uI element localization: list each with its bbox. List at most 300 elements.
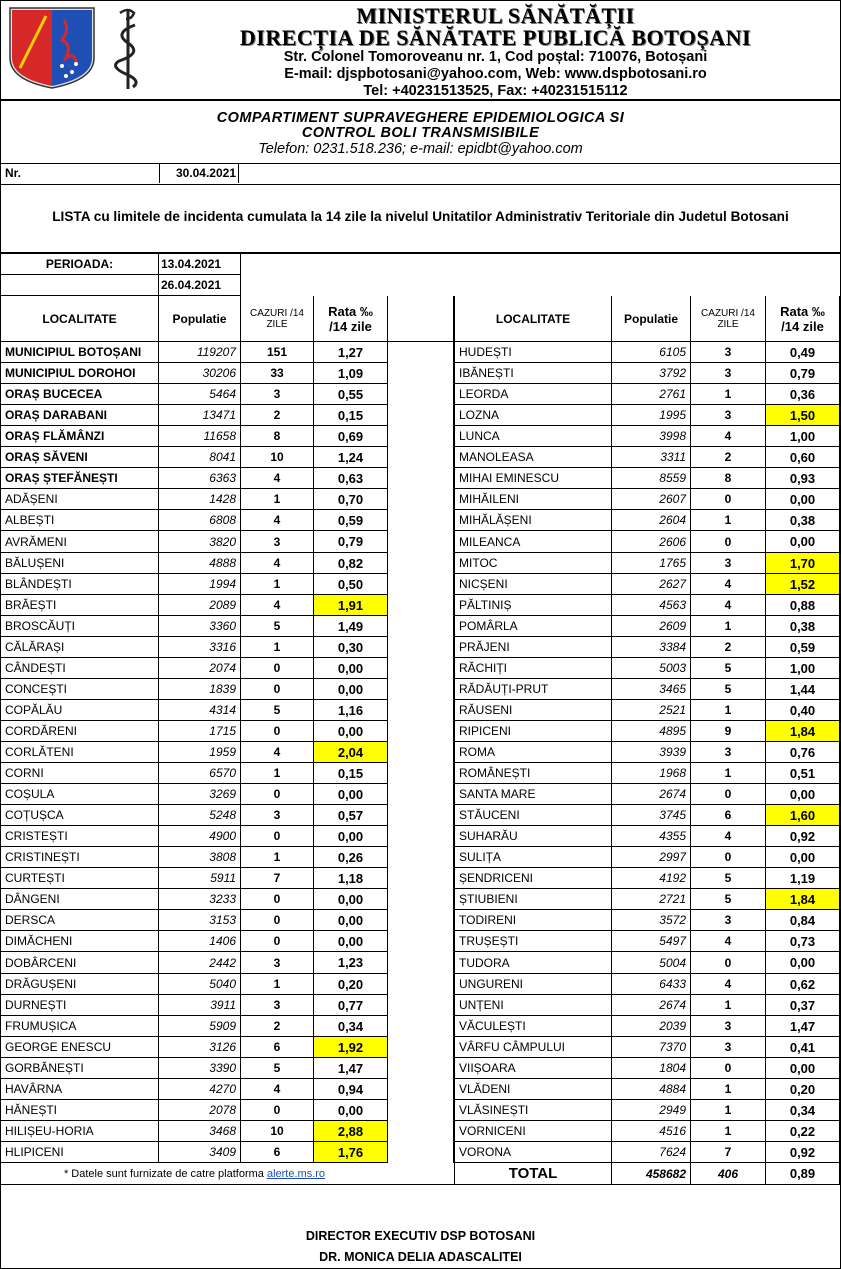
left-row-cases: 1 xyxy=(241,763,314,784)
left-row-cases: 5 xyxy=(241,700,314,721)
separator-cell xyxy=(388,553,454,574)
ministry-name: MINISTERUL SĂNĂTĂȚII xyxy=(356,3,635,28)
separator-cell xyxy=(388,889,454,910)
left-row-population: 3126 xyxy=(159,1037,241,1058)
right-row-name: RIPICENI xyxy=(454,721,612,742)
right-row-population: 6433 xyxy=(612,974,691,995)
left-row-population: 4888 xyxy=(159,553,241,574)
right-row-rate: 1,84 xyxy=(766,889,840,910)
separator-cell xyxy=(388,868,454,889)
right-row-population: 3572 xyxy=(612,910,691,931)
separator-cell xyxy=(388,805,454,826)
left-row-population: 6570 xyxy=(159,763,241,784)
left-row-cases: 4 xyxy=(241,510,314,531)
left-row-population: 3820 xyxy=(159,531,241,553)
left-row-rate: 0,82 xyxy=(314,553,388,574)
left-row-name: CÂNDEȘTI xyxy=(1,658,159,679)
right-row-population: 4355 xyxy=(612,826,691,847)
right-row-population: 2674 xyxy=(612,995,691,1016)
right-row-population: 5004 xyxy=(612,952,691,974)
separator-cell xyxy=(388,952,454,974)
left-row-cases: 3 xyxy=(241,805,314,826)
right-row-name: MILEANCA xyxy=(454,531,612,553)
right-row-rate: 1,52 xyxy=(766,574,840,595)
total-label: TOTAL xyxy=(454,1163,612,1185)
right-row-cases: 3 xyxy=(691,1037,766,1058)
separator-cell xyxy=(388,1037,454,1058)
left-row-name: CORDĂRENI xyxy=(1,721,159,742)
right-row-name: LEORDA xyxy=(454,384,612,405)
left-row-population: 6808 xyxy=(159,510,241,531)
nr-label: Nr. xyxy=(5,166,22,180)
right-row-cases: 1 xyxy=(691,1121,766,1142)
separator-cell xyxy=(388,679,454,700)
right-row-rate: 1,00 xyxy=(766,658,840,679)
left-row-cases: 6 xyxy=(241,1037,314,1058)
right-row-name: RĂCHIȚI xyxy=(454,658,612,679)
left-row-cases: 0 xyxy=(241,658,314,679)
right-row-cases: 0 xyxy=(691,952,766,974)
left-row-name: CĂLĂRAȘI xyxy=(1,637,159,658)
right-row-cases: 2 xyxy=(691,637,766,658)
right-row-cases: 0 xyxy=(691,847,766,868)
right-row-name: POMÂRLA xyxy=(454,616,612,637)
left-row-rate: 0,20 xyxy=(314,974,388,995)
right-row-name: TUDORA xyxy=(454,952,612,974)
right-row-rate: 0,00 xyxy=(766,531,840,553)
left-row-name: DURNEȘTI xyxy=(1,995,159,1016)
right-row-rate: 0,36 xyxy=(766,384,840,405)
left-row-rate: 0,69 xyxy=(314,426,388,447)
left-row-population: 11658 xyxy=(159,426,241,447)
left-row-rate: 0,77 xyxy=(314,995,388,1016)
left-row-population: 8041 xyxy=(159,447,241,468)
right-row-rate: 0,93 xyxy=(766,468,840,489)
email-web-line: E-mail: djspbotosani@yahoo.com, Web: www.dspbotosani.ro xyxy=(284,66,707,82)
left-row-population: 2074 xyxy=(159,658,241,679)
right-row-cases: 5 xyxy=(691,679,766,700)
left-row-rate: 1,09 xyxy=(314,363,388,384)
separator-cell xyxy=(388,1079,454,1100)
right-row-population: 4563 xyxy=(612,595,691,616)
right-row-cases: 3 xyxy=(691,342,766,363)
left-row-cases: 2 xyxy=(241,405,314,426)
left-row-name: DIMĂCHENI xyxy=(1,931,159,952)
rata-line2: /14 zile xyxy=(329,318,372,334)
right-row-rate: 0,59 xyxy=(766,637,840,658)
total-rate: 0,89 xyxy=(766,1163,840,1185)
right-row-population: 2674 xyxy=(612,784,691,805)
left-row-population: 3153 xyxy=(159,910,241,931)
right-row-rate: 0,00 xyxy=(766,1058,840,1079)
incidence-table xyxy=(1,252,840,1189)
left-row-rate: 0,30 xyxy=(314,637,388,658)
left-row-rate: 0,00 xyxy=(314,658,388,679)
right-row-name: NICȘENI xyxy=(454,574,612,595)
left-row-cases: 4 xyxy=(241,468,314,489)
right-row-rate: 0,62 xyxy=(766,974,840,995)
right-row-cases: 4 xyxy=(691,574,766,595)
left-row-rate: 1,92 xyxy=(314,1037,388,1058)
right-row-population: 1804 xyxy=(612,1058,691,1079)
right-row-population: 3465 xyxy=(612,679,691,700)
separator-cell xyxy=(388,931,454,952)
right-header-populatie: Populatie xyxy=(612,296,691,342)
left-row-population: 3911 xyxy=(159,995,241,1016)
left-row-population: 2078 xyxy=(159,1100,241,1121)
left-header-cazuri xyxy=(241,296,314,342)
letterhead xyxy=(1,1,840,101)
right-row-cases: 1 xyxy=(691,1100,766,1121)
left-row-population: 30206 xyxy=(159,363,241,384)
right-row-name: SULIȚA xyxy=(454,847,612,868)
right-row-name: ROMÂNEȘTI xyxy=(454,763,612,784)
separator-header xyxy=(388,296,454,342)
left-row-population: 1959 xyxy=(159,742,241,763)
right-row-name: LOZNA xyxy=(454,405,612,426)
right-row-population: 2627 xyxy=(612,574,691,595)
left-header-rata xyxy=(314,296,388,342)
left-row-cases: 4 xyxy=(241,1079,314,1100)
separator-cell xyxy=(388,910,454,931)
left-row-cases: 0 xyxy=(241,826,314,847)
separator-cell xyxy=(388,468,454,489)
left-row-population: 5248 xyxy=(159,805,241,826)
left-row-rate: 1,16 xyxy=(314,700,388,721)
left-row-cases: 0 xyxy=(241,784,314,805)
total-population: 458682 xyxy=(612,1163,691,1185)
right-row-population: 3311 xyxy=(612,447,691,468)
cazuri-line1: CAZURI /14 xyxy=(701,307,755,319)
director-title: DIRECTOR EXECUTIV DSP BOTOSANI xyxy=(305,1229,536,1243)
left-row-name: ORAȘ ȘTEFĂNEȘTI xyxy=(1,468,159,489)
left-row-population: 5909 xyxy=(159,1016,241,1037)
right-row-cases: 4 xyxy=(691,826,766,847)
right-row-cases: 1 xyxy=(691,384,766,405)
right-row-cases: 9 xyxy=(691,721,766,742)
note-prefix: * Datele sunt furnizate de catre platforma xyxy=(63,1167,267,1180)
right-row-cases: 3 xyxy=(691,405,766,426)
right-row-cases: 1 xyxy=(691,995,766,1016)
separator-cell xyxy=(388,384,454,405)
left-row-cases: 1 xyxy=(241,489,314,510)
right-row-cases: 1 xyxy=(691,1079,766,1100)
department-line2: CONTROL BOLI TRANSMISIBILE xyxy=(301,125,540,141)
separator-cell xyxy=(388,342,454,363)
left-row-name: CORNI xyxy=(1,763,159,784)
right-row-cases: 8 xyxy=(691,468,766,489)
right-row-cases: 3 xyxy=(691,910,766,931)
right-row-population: 2604 xyxy=(612,510,691,531)
left-row-rate: 2,88 xyxy=(314,1121,388,1142)
right-row-name: VÂRFU CÂMPULUI xyxy=(454,1037,612,1058)
right-row-rate: 0,84 xyxy=(766,910,840,931)
left-row-cases: 5 xyxy=(241,616,314,637)
left-row-name: HAVÂRNA xyxy=(1,1079,159,1100)
left-row-name: FRUMUȘICA xyxy=(1,1016,159,1037)
right-row-population: 1995 xyxy=(612,405,691,426)
separator-cell xyxy=(388,531,454,553)
right-row-population: 6105 xyxy=(612,342,691,363)
left-row-rate: 1,23 xyxy=(314,952,388,974)
left-row-rate: 0,00 xyxy=(314,826,388,847)
left-row-rate: 0,00 xyxy=(314,721,388,742)
right-row-cases: 3 xyxy=(691,363,766,384)
left-row-name: MUNICIPIUL BOTOȘANI xyxy=(1,342,159,363)
right-row-name: SUHARĂU xyxy=(454,826,612,847)
left-row-population: 1839 xyxy=(159,679,241,700)
right-row-cases: 4 xyxy=(691,595,766,616)
left-row-rate: 0,00 xyxy=(314,679,388,700)
left-row-rate: 0,55 xyxy=(314,384,388,405)
left-row-name: DÂNGENI xyxy=(1,889,159,910)
left-row-name: CRISTINEȘTI xyxy=(1,847,159,868)
separator-cell xyxy=(388,826,454,847)
right-row-population: 2997 xyxy=(612,847,691,868)
right-row-rate: 0,38 xyxy=(766,616,840,637)
left-row-name: COȚUȘCA xyxy=(1,805,159,826)
left-row-cases: 4 xyxy=(241,742,314,763)
left-row-cases: 4 xyxy=(241,595,314,616)
period-label: PERIOADA: xyxy=(1,254,159,275)
right-row-population: 3792 xyxy=(612,363,691,384)
right-row-name: HUDEȘTI xyxy=(454,342,612,363)
right-row-name: LUNCA xyxy=(454,426,612,447)
left-header-populatie: Populatie xyxy=(159,296,241,342)
separator-cell xyxy=(388,784,454,805)
right-row-population: 4516 xyxy=(612,1121,691,1142)
right-row-rate: 0,76 xyxy=(766,742,840,763)
right-row-cases: 1 xyxy=(691,510,766,531)
director-name: DR. MONICA DELIA ADASCALITEI xyxy=(319,1250,522,1264)
right-row-population: 2607 xyxy=(612,489,691,510)
left-row-cases: 4 xyxy=(241,553,314,574)
left-row-name: DOBÂRCENI xyxy=(1,952,159,974)
period-end: 26.04.2021 xyxy=(159,275,241,296)
left-row-name: CRISTEȘTI xyxy=(1,826,159,847)
right-row-population: 2761 xyxy=(612,384,691,405)
right-header-localitate: LOCALITATE xyxy=(454,296,612,342)
right-row-cases: 0 xyxy=(691,531,766,553)
left-row-name: DRĂGUȘENI xyxy=(1,974,159,995)
right-row-rate: 0,40 xyxy=(766,700,840,721)
left-row-population: 5464 xyxy=(159,384,241,405)
data-source-note xyxy=(1,1163,388,1185)
right-row-cases: 1 xyxy=(691,616,766,637)
left-row-name: BRĂEȘTI xyxy=(1,595,159,616)
left-row-name: CONCEȘTI xyxy=(1,679,159,700)
separator-cell xyxy=(388,1163,454,1185)
right-row-name: UNGURENI xyxy=(454,974,612,995)
cazuri-line2: ZILE xyxy=(717,318,739,330)
right-row-population: 3998 xyxy=(612,426,691,447)
right-row-name: RĂUSENI xyxy=(454,700,612,721)
department-header xyxy=(1,111,840,158)
right-row-rate: 0,51 xyxy=(766,763,840,784)
right-row-rate: 1,19 xyxy=(766,868,840,889)
right-row-cases: 3 xyxy=(691,1016,766,1037)
left-row-name: HLIPICENI xyxy=(1,1142,159,1163)
right-row-name: SANTA MARE xyxy=(454,784,612,805)
right-row-cases: 7 xyxy=(691,1142,766,1163)
letterhead-divider xyxy=(1,99,840,101)
right-row-name: VORONA xyxy=(454,1142,612,1163)
right-row-population: 1765 xyxy=(612,553,691,574)
separator-cell xyxy=(388,426,454,447)
separator-cell xyxy=(388,658,454,679)
right-row-cases: 2 xyxy=(691,447,766,468)
right-row-rate: 0,79 xyxy=(766,363,840,384)
left-row-population: 4270 xyxy=(159,1079,241,1100)
right-row-cases: 4 xyxy=(691,426,766,447)
list-title: LISTA cu limitele de incidenta cumulata la 14 zile la nivelul Unitatilor Administrativ Teritoriale din Judetul Botosani xyxy=(52,209,789,224)
left-row-population: 4314 xyxy=(159,700,241,721)
left-row-name: BLÂNDEȘTI xyxy=(1,574,159,595)
right-row-rate: 0,49 xyxy=(766,342,840,363)
signature-block xyxy=(1,1226,840,1268)
left-row-rate: 0,00 xyxy=(314,889,388,910)
right-row-name: VORNICENI xyxy=(454,1121,612,1142)
left-row-population: 3808 xyxy=(159,847,241,868)
right-row-name: IBĂNEȘTI xyxy=(454,363,612,384)
left-row-rate: 0,70 xyxy=(314,489,388,510)
right-row-name: STĂUCENI xyxy=(454,805,612,826)
right-row-rate: 0,22 xyxy=(766,1121,840,1142)
left-row-population: 5040 xyxy=(159,974,241,995)
right-row-population: 3384 xyxy=(612,637,691,658)
right-row-cases: 3 xyxy=(691,742,766,763)
alerte-link[interactable]: alerte.ms.ro xyxy=(266,1167,326,1180)
left-row-rate: 0,59 xyxy=(314,510,388,531)
left-row-rate: 1,24 xyxy=(314,447,388,468)
separator-cell xyxy=(388,405,454,426)
separator-cell xyxy=(388,447,454,468)
right-row-population: 2721 xyxy=(612,889,691,910)
directorate-name: DIRECȚIA DE SĂNĂTATE PUBLICĂ BOTOȘANI xyxy=(239,25,752,50)
right-row-name: MANOLEASA xyxy=(454,447,612,468)
right-header-rata xyxy=(766,296,840,342)
left-row-rate: 2,04 xyxy=(314,742,388,763)
right-row-name: PĂLTINIȘ xyxy=(454,595,612,616)
left-row-population: 4900 xyxy=(159,826,241,847)
right-row-cases: 3 xyxy=(691,553,766,574)
left-row-name: ORAȘ DARABANI xyxy=(1,405,159,426)
right-header-cazuri xyxy=(691,296,766,342)
left-row-rate: 0,79 xyxy=(314,531,388,553)
right-row-name: MIHAI EMINESCU xyxy=(454,468,612,489)
left-header-localitate: LOCALITATE xyxy=(1,296,159,342)
left-row-name: AVRĂMENI xyxy=(1,531,159,553)
left-row-name: DERSCA xyxy=(1,910,159,931)
left-row-cases: 0 xyxy=(241,889,314,910)
left-row-rate: 1,49 xyxy=(314,616,388,637)
left-row-population: 3316 xyxy=(159,637,241,658)
right-row-population: 4895 xyxy=(612,721,691,742)
right-row-population: 2609 xyxy=(612,616,691,637)
left-row-rate: 0,00 xyxy=(314,1100,388,1121)
left-row-cases: 33 xyxy=(241,363,314,384)
right-row-rate: 1,50 xyxy=(766,405,840,426)
separator-cell xyxy=(388,847,454,868)
left-row-population: 3409 xyxy=(159,1142,241,1163)
left-row-name: COȘULA xyxy=(1,784,159,805)
right-row-name: TODIRENI xyxy=(454,910,612,931)
left-row-cases: 1 xyxy=(241,847,314,868)
left-row-rate: 1,47 xyxy=(314,1058,388,1079)
left-row-population: 1428 xyxy=(159,489,241,510)
right-row-rate: 0,00 xyxy=(766,489,840,510)
right-row-population: 2949 xyxy=(612,1100,691,1121)
right-row-name: UNȚENI xyxy=(454,995,612,1016)
left-row-name: GEORGE ENESCU xyxy=(1,1037,159,1058)
left-row-population: 3269 xyxy=(159,784,241,805)
left-row-name: ADĂȘENI xyxy=(1,489,159,510)
rata-line2: /14 zile xyxy=(781,318,824,334)
right-row-cases: 0 xyxy=(691,489,766,510)
separator-cell xyxy=(388,995,454,1016)
left-row-cases: 1 xyxy=(241,974,314,995)
address-line: Str. Colonel Tomoroveanu nr. 1, Cod poștal: 710076, Botoșani xyxy=(283,49,708,65)
right-row-population: 5497 xyxy=(612,931,691,952)
separator-cell xyxy=(388,1058,454,1079)
right-row-rate: 0,34 xyxy=(766,1100,840,1121)
right-row-rate: 1,84 xyxy=(766,721,840,742)
separator-cell xyxy=(388,1100,454,1121)
left-row-population: 3390 xyxy=(159,1058,241,1079)
right-row-population: 4884 xyxy=(612,1079,691,1100)
separator-cell xyxy=(388,1121,454,1142)
right-row-population: 5003 xyxy=(612,658,691,679)
left-row-rate: 0,00 xyxy=(314,910,388,931)
left-row-cases: 5 xyxy=(241,1058,314,1079)
left-row-population: 13471 xyxy=(159,405,241,426)
left-row-population: 3360 xyxy=(159,616,241,637)
period-start: 13.04.2021 xyxy=(159,254,241,275)
separator-cell xyxy=(388,1142,454,1163)
right-row-cases: 4 xyxy=(691,974,766,995)
separator-cell xyxy=(388,721,454,742)
left-row-cases: 0 xyxy=(241,721,314,742)
rata-line1: Rata ‰ xyxy=(780,303,825,319)
right-row-rate: 0,41 xyxy=(766,1037,840,1058)
left-row-rate: 0,00 xyxy=(314,784,388,805)
right-row-rate: 0,38 xyxy=(766,510,840,531)
right-row-rate: 0,00 xyxy=(766,784,840,805)
left-row-cases: 7 xyxy=(241,868,314,889)
left-row-cases: 3 xyxy=(241,531,314,553)
total-cases: 406 xyxy=(691,1163,766,1185)
left-row-rate: 1,76 xyxy=(314,1142,388,1163)
left-row-rate: 0,57 xyxy=(314,805,388,826)
left-row-rate: 0,50 xyxy=(314,574,388,595)
cazuri-line2: ZILE xyxy=(266,318,288,330)
left-row-cases: 0 xyxy=(241,679,314,700)
right-row-rate: 0,92 xyxy=(766,826,840,847)
rata-line1: Rata ‰ xyxy=(328,303,373,319)
left-row-population: 3468 xyxy=(159,1121,241,1142)
left-row-cases: 6 xyxy=(241,1142,314,1163)
right-row-rate: 0,00 xyxy=(766,847,840,868)
right-row-cases: 5 xyxy=(691,868,766,889)
right-row-name: VLĂSINEȘTI xyxy=(454,1100,612,1121)
left-row-population: 3233 xyxy=(159,889,241,910)
left-row-population: 1715 xyxy=(159,721,241,742)
right-row-cases: 1 xyxy=(691,763,766,784)
separator-cell xyxy=(388,595,454,616)
document-date: 30.04.2021 xyxy=(159,164,239,183)
right-row-name: MIHĂLĂȘENI xyxy=(454,510,612,531)
left-row-rate: 0,63 xyxy=(314,468,388,489)
